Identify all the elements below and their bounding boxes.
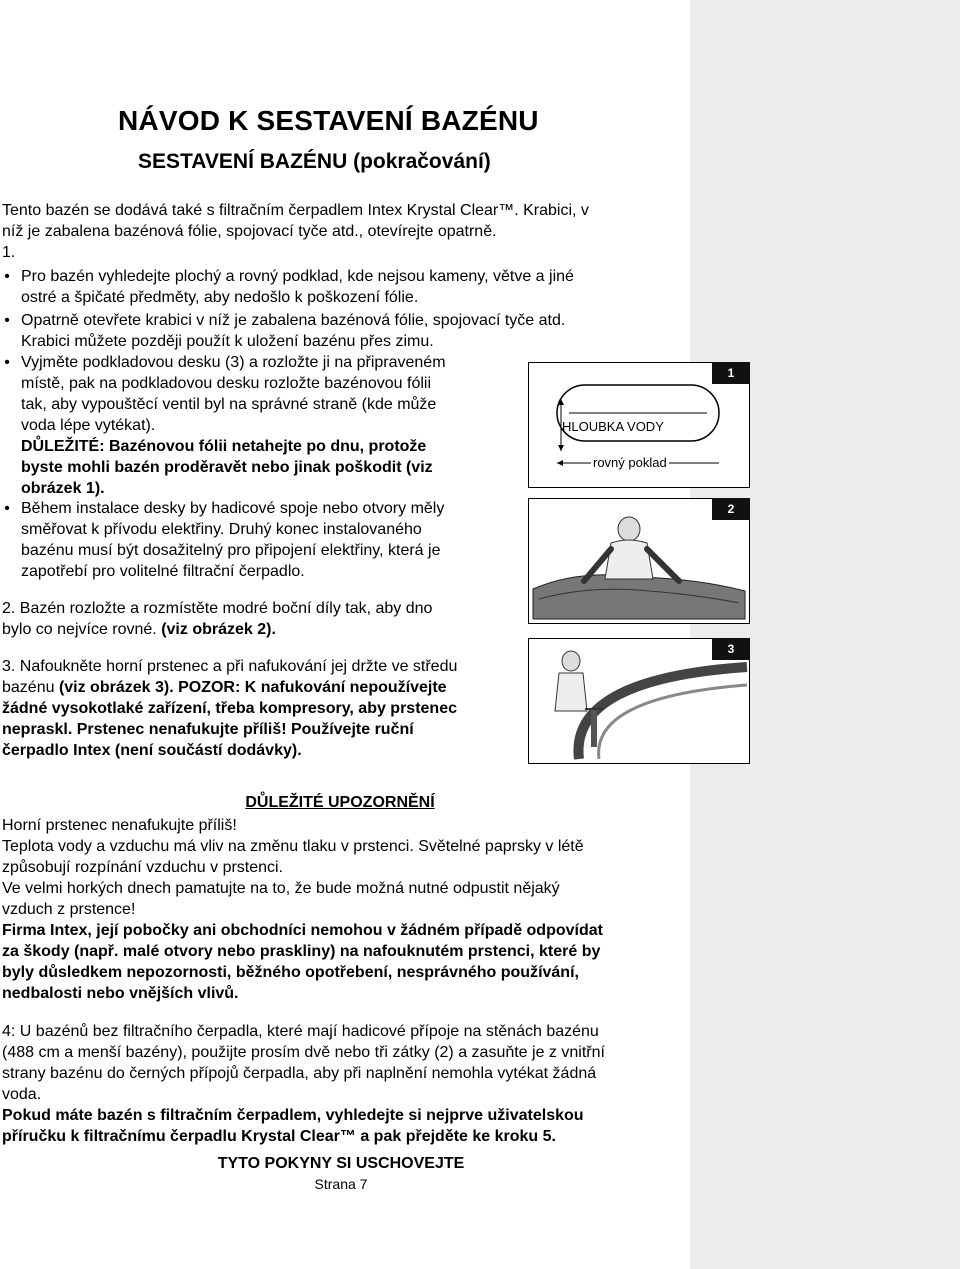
comment-margin: [690, 0, 960, 1269]
page-subtitle: SESTAVENÍ BAZÉNU (pokračování): [138, 150, 491, 173]
bullet-dot: •: [4, 268, 10, 285]
step-4: 4: U bazénů bez filtračního čerpadla, které mají hadicové přípoje na stěnách bazénu (488 cm a menší bazény), použijte prosím dvě nebo tři zátky (2) a zasuňte je z vnitřní strany bazénu do černých přípojů čerpadla, aby při naplnění nemohla vytékat žádná voda. Pokud máte bazén s filtračním čerpadlem, vyhledejte si nejprve uživatelskou příručku k filtračnímu čerpadlu Krystal Clear™ a pak přejděte ke kroku 5.: [2, 1023, 605, 1145]
spreading-liner-illustration: [529, 499, 749, 623]
step-2: 2. Bazén rozložte a rozmístěte modré boční díly tak, aby dno bylo co nejvíce rovné. (viz obrázek 2).: [2, 600, 433, 638]
bullet-1: • Pro bazén vyhledejte plochý a rovný podklad, kde nejsou kameny, větve a jiné ostré a špičaté předměty, aby nedošlo k poškození fólie.: [21, 266, 691, 308]
warning-text: Horní prstenec nenafukujte příliš! Teplota vody a vzduchu má vliv na změnu tlaku v prstenci. Světelné paprsky v létě způsobují rozpínání vzduchu v prstenci. Ve velmi horkých dnech pamatujte na to, že bude možná nutné odpustit nějaký vzduch z prstence! Firma Intex, její pobočky ani obchodníci nemohou v žádném případě odpovídat za škody (např. malé otvory nebo praskliny) na nafouknutém prstenci, které by byly důsledkem nepozornosti, běžného opotřebení, nesprávného používání, nedbalosti nebo vnějších vlivů.: [2, 817, 603, 1002]
page-title: NÁVOD K SESTAVENÍ BAZÉNU: [118, 105, 539, 136]
flat-ground-label: rovný poklad: [593, 455, 667, 470]
bullet-3: • Vyjměte podkladovou desku (3) a rozložte ji na připraveném místě, pak na podkladovou desku rozložte bazénovou fólii tak, aby vypouštěcí ventil byl na správné straně (kde může voda lépe vytékat). DŮLEŽITÉ: Bazénovou fólii netahejte po dnu, protože byste mohli bazén proděravět nebo jinak poškodit (viz obrázek 1).: [21, 352, 521, 499]
warning-heading: DŮLEŽITÉ UPOZORNĚNÍ: [245, 794, 435, 811]
figure-3-number: 3: [712, 638, 750, 660]
page-number: Strana 7: [314, 1176, 368, 1192]
bullet-4: • Během instalace desky by hadicové spoje nebo otvory měly směřovat k přívodu elektřiny. Druhý konec instalovaného bazénu musí být dosažitelný pro připojení elektřiny, která je zapotřebí pro volitelné filtrační čerpadlo.: [21, 498, 521, 582]
bullet-2: • Opatrně otevřete krabici v níž je zabalena bazénová fólie, spojovací tyče atd. Krabici můžete později použít k uložení bazénu přes zimu.: [21, 310, 691, 352]
water-depth-label: HLOUBKA VODY: [562, 419, 664, 434]
bullet-dot: •: [4, 312, 10, 329]
intro-paragraph: Tento bazén se dodává také s filtračním čerpadlem Intex Krystal Clear™. Krabici, v níž je zabalena bazénová fólie, spojovací tyče atd., otevírejte opatrně. 1.: [2, 200, 682, 263]
figure-2: [528, 498, 750, 624]
warning-heading-wrap: [0, 794, 680, 812]
bullet-dot: •: [4, 500, 10, 517]
bullet-dot: •: [4, 354, 10, 371]
figure-1: [528, 362, 750, 488]
figure-2-number: 2: [712, 498, 750, 520]
figure-1-number: 1: [712, 362, 750, 384]
step-3: 3. Nafoukněte horní prstenec a při nafukování jej držte ve středu bazénu (viz obrázek 3). POZOR: K nafukování nepoužívejte žádné vysokotlaké zařízení, třeba kompresory, aby prstenec nepraskl. Prstenec nenafukujte příliš! Používejte ruční čerpadlo Intex (není součástí dodávky).: [2, 658, 458, 759]
step-1-label: 1.: [2, 244, 16, 261]
figure-3: [528, 638, 750, 764]
keep-instructions-note: TYTO POKYNY SI USCHOVEJTE: [217, 1155, 465, 1172]
inflating-ring-illustration: [529, 639, 749, 763]
